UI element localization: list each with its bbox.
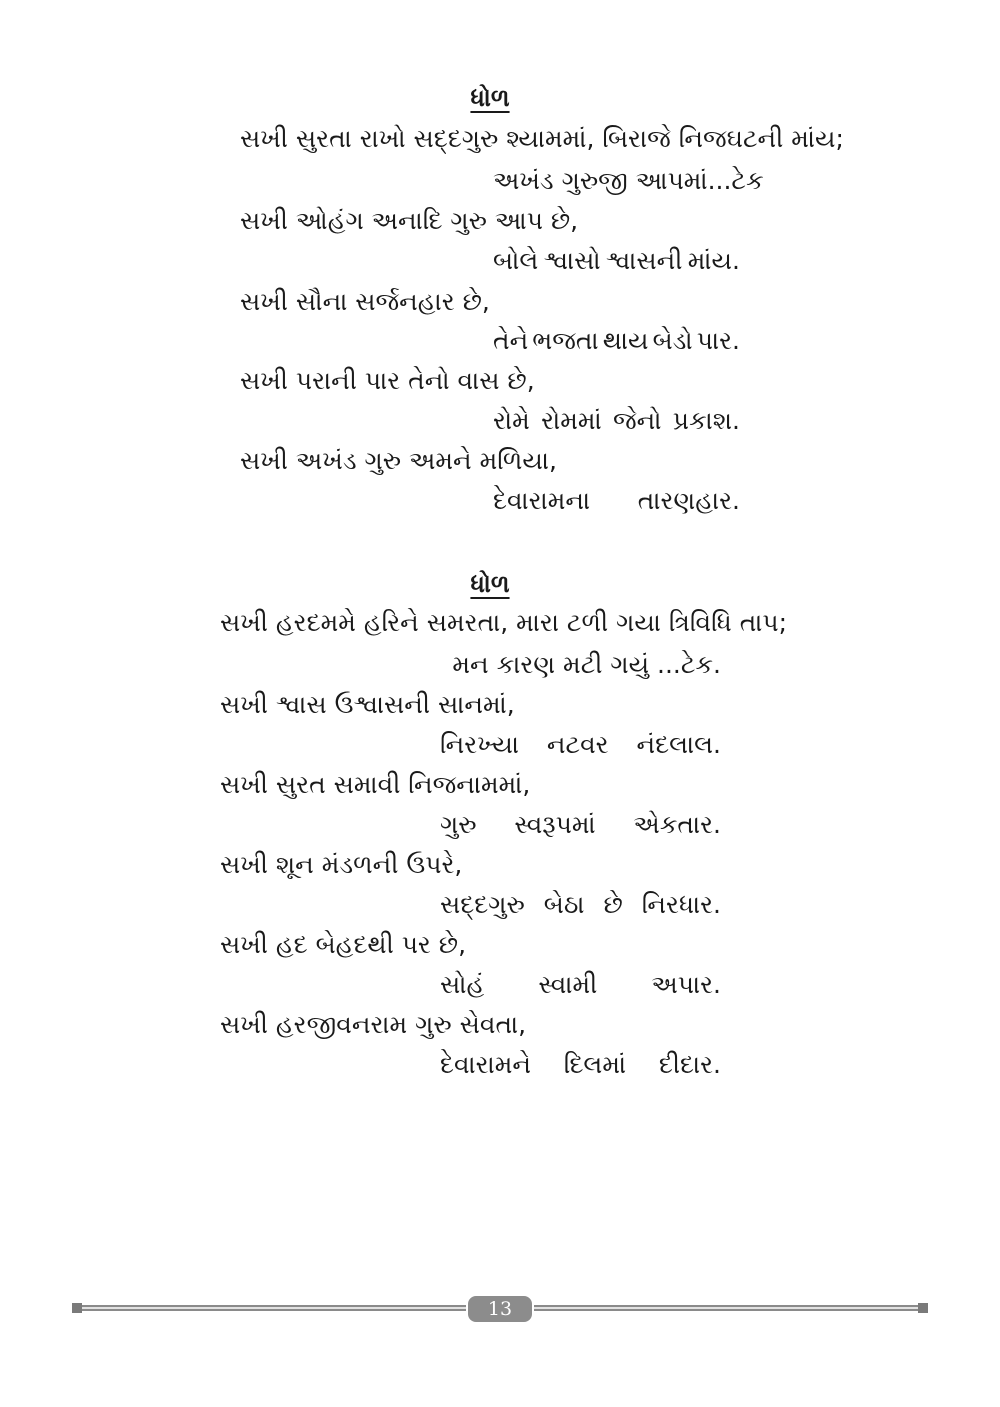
verse-line: સખી ઓહંગ અનાદિ ગુરુ આપ છે, <box>240 206 579 235</box>
word: ગુરુ <box>440 810 477 839</box>
page-number: 13 <box>468 1296 532 1322</box>
word: દિલમાં <box>563 1050 627 1079</box>
word: એકતાર. <box>633 810 721 839</box>
word: સોહં <box>440 970 485 999</box>
verse-response <box>493 406 740 436</box>
word: માંય. <box>687 246 740 275</box>
refrain-line-2: મન કારણ મટી ગયું ...ટેક. <box>452 650 721 679</box>
word: દેવારામના <box>493 486 591 515</box>
word: નટવર <box>546 730 609 759</box>
song-title: ધોળ <box>470 84 510 112</box>
verse-response <box>440 890 721 920</box>
refrain-line-1: સખી હરદમમે હરિને સમરતા, મારા ટળી ગયા ત્રિવિધિ તાપ; <box>220 608 788 637</box>
verse-response <box>440 810 721 840</box>
word: દેવારામને <box>440 1050 532 1079</box>
word: નિરખ્યા <box>440 730 519 759</box>
word: રોમે <box>493 406 530 435</box>
word: છે <box>603 890 623 919</box>
verse-line: સખી સુરત સમાવી નિજનામમાં, <box>220 770 531 799</box>
footer-rule-right <box>534 1305 918 1311</box>
verse-response <box>493 486 740 516</box>
word: જેનો <box>612 406 662 435</box>
refrain-line-2: અખંડ ગુરુજી આપમાં...ટેક <box>493 166 764 195</box>
verse-line: સખી પરાની પાર તેનો વાસ છે, <box>240 366 535 395</box>
word: દીદાર. <box>658 1050 721 1079</box>
verse-line: સખી શ્વાસ ઉશ્વાસની સાનમાં, <box>220 690 515 719</box>
word: બેડો <box>652 326 693 355</box>
word: સદ્દગુરુ <box>440 890 525 919</box>
word: તેને <box>493 326 529 355</box>
word: રોમમાં <box>541 406 602 435</box>
refrain-line-1: સખી સુરતા રાખો સદ્દગુરુ શ્યામમાં, બિરાજે નિજઘટની માંય; <box>240 124 844 153</box>
verse-line: સખી હદ બેહદથી પર છે, <box>220 930 467 959</box>
page-footer <box>72 1296 928 1322</box>
verse-response <box>493 246 740 276</box>
word: શ્વાસો <box>543 246 601 275</box>
verse-response <box>440 1050 721 1080</box>
verse-line: સખી હરજીવનરામ ગુરુ સેવતા, <box>220 1010 527 1039</box>
verse-response <box>493 326 740 356</box>
song-title: ધોળ <box>470 570 510 598</box>
word: બોલે <box>493 246 539 275</box>
word: નંદલાલ. <box>636 730 721 759</box>
word: થાય <box>602 326 649 355</box>
word: તારણહાર. <box>637 486 740 515</box>
verse-line: સખી શૂન મંડળની ઉપરે, <box>220 850 463 879</box>
word: પ્રકાશ. <box>672 406 740 435</box>
word: નિરધાર. <box>641 890 721 919</box>
word: અપાર. <box>651 970 721 999</box>
footer-endcap-right <box>918 1303 928 1313</box>
footer-rule-left <box>82 1305 466 1311</box>
word: શ્વાસની <box>605 246 683 275</box>
verse-response <box>440 730 721 760</box>
verse-response <box>440 970 721 1000</box>
word: સ્વામી <box>538 970 598 999</box>
verse-line: સખી અખંડ ગુરુ અમને મળિયા, <box>240 446 557 475</box>
word: પાર. <box>696 326 740 355</box>
word: ભજતા <box>532 326 599 355</box>
word: બેઠા <box>543 890 585 919</box>
word: સ્વરૂપમાં <box>514 810 596 839</box>
footer-endcap-left <box>72 1303 82 1313</box>
verse-line: સખી સૌના સર્જનહાર છે, <box>240 287 490 316</box>
